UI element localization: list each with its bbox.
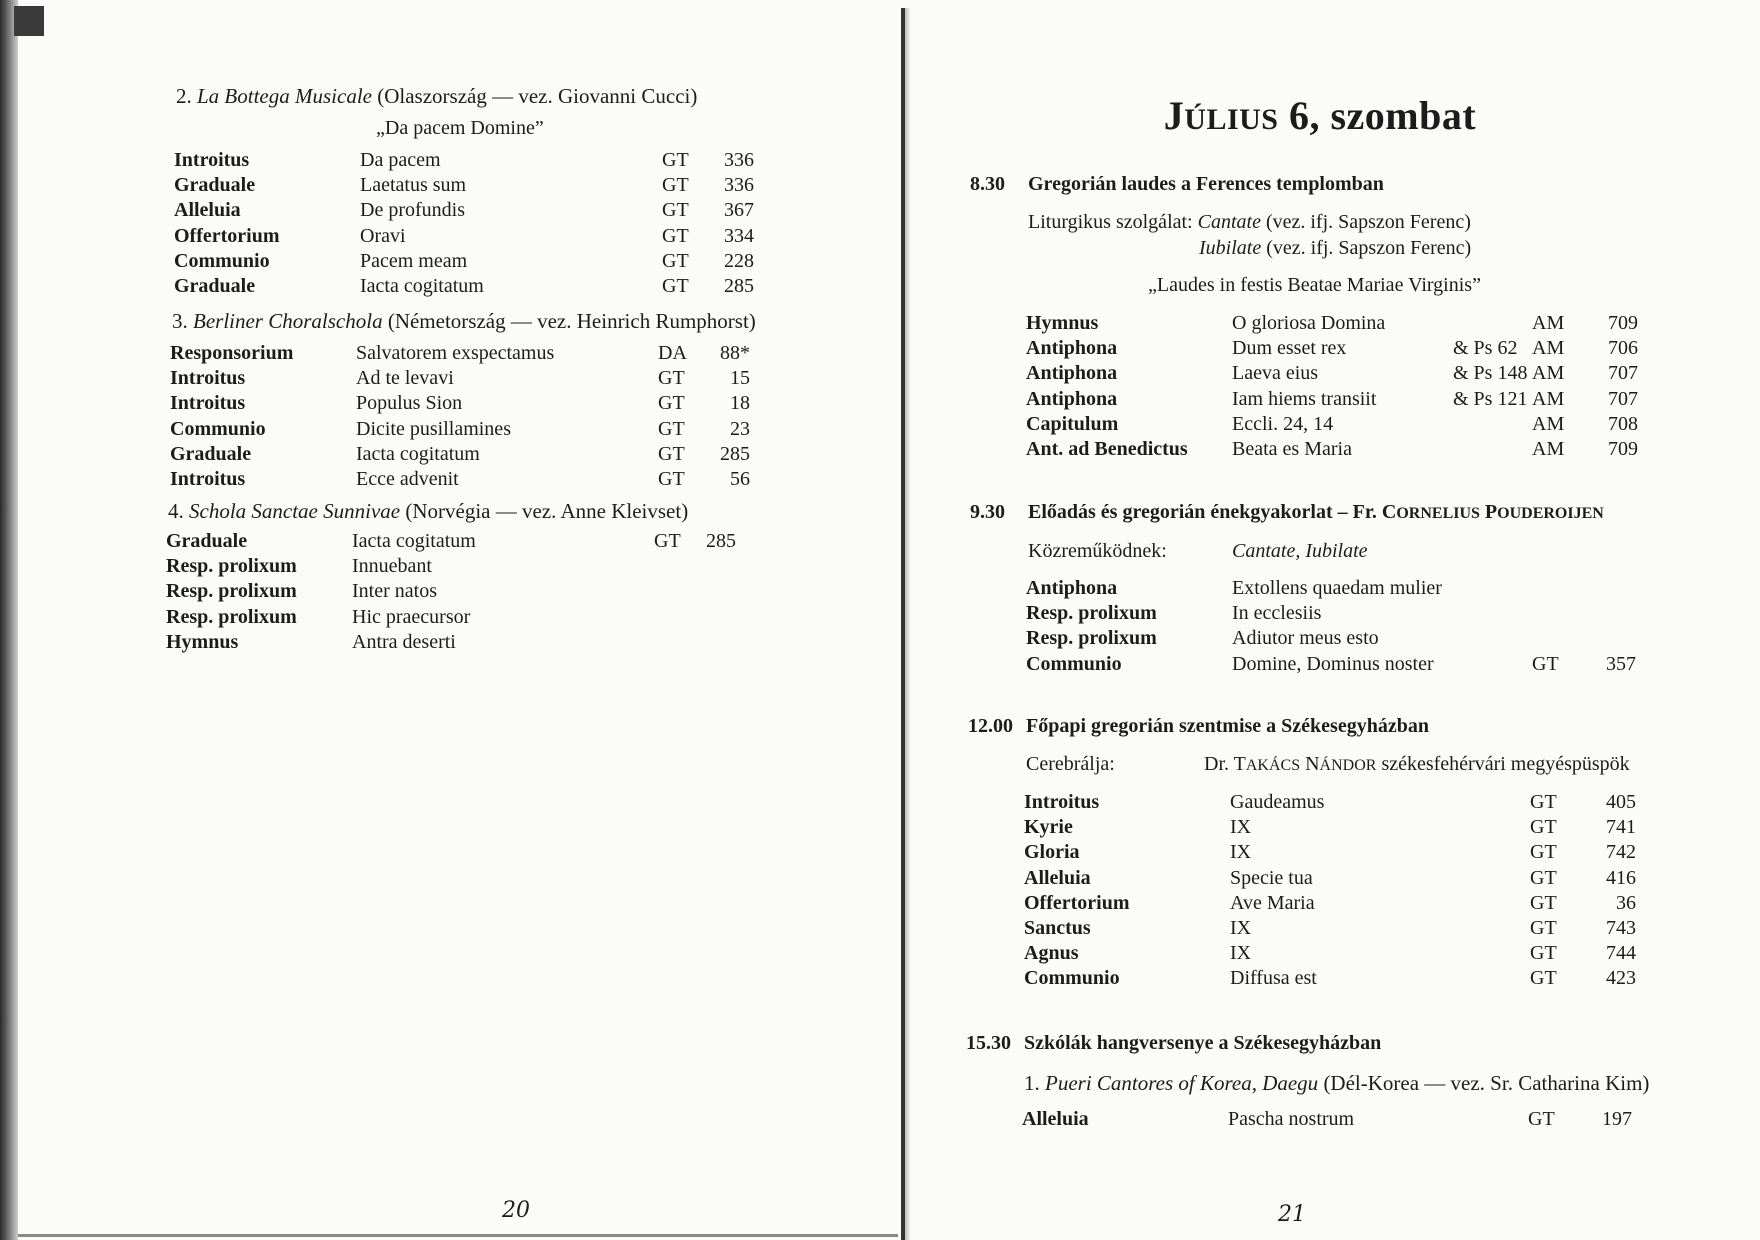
service-director: (vez. ifj. Sapszon Ferenc) bbox=[1260, 211, 1471, 233]
liturgical-part: Graduale bbox=[174, 174, 256, 197]
event-title: Szkólák hangversenye a Székesegyházban bbox=[1024, 1032, 1382, 1054]
performers-names: Cantate, Iubilate bbox=[1232, 540, 1368, 562]
source-book: GT bbox=[1530, 841, 1557, 864]
source-page: 357 bbox=[1606, 652, 1636, 675]
source-page: 36 bbox=[1616, 891, 1636, 914]
program-row bbox=[166, 555, 826, 580]
source-book: GT bbox=[1530, 791, 1557, 813]
liturgical-part: Introitus bbox=[170, 392, 246, 415]
liturgical-part: Hymnus bbox=[1026, 312, 1099, 334]
source-page: 285 bbox=[724, 274, 754, 297]
program-title: „Da pacem Domine” bbox=[376, 117, 544, 139]
program-row bbox=[1024, 816, 1664, 841]
program-row bbox=[1026, 413, 1666, 438]
event-title: Gregorián laudes a Ferences templomban bbox=[1028, 173, 1384, 195]
ensemble-name: Schola Sanctae Sunnivae bbox=[189, 499, 401, 523]
program-row bbox=[1026, 362, 1666, 387]
source-page: 416 bbox=[1606, 866, 1636, 889]
liturgical-part: Resp. prolixum bbox=[166, 555, 297, 578]
source-book: GT bbox=[662, 224, 689, 247]
program-row bbox=[1024, 892, 1664, 917]
program-row bbox=[1026, 312, 1666, 337]
source-book: AM bbox=[1532, 412, 1565, 435]
source-page: 334 bbox=[724, 224, 754, 247]
celebrant-surname: T bbox=[1233, 753, 1246, 775]
day-title-initial: J bbox=[1163, 93, 1185, 138]
chant-title: Iacta cogitatum bbox=[360, 274, 484, 297]
source-book: GT bbox=[662, 199, 689, 222]
source-book: GT bbox=[1530, 942, 1557, 965]
source-page: 741 bbox=[1606, 816, 1636, 839]
chant-title: Oravi bbox=[360, 224, 406, 247]
program-row bbox=[1026, 388, 1666, 413]
liturgical-part: Introitus bbox=[170, 467, 246, 490]
source-book: GT bbox=[662, 174, 689, 197]
psalm-ref: & Ps 62 bbox=[1453, 337, 1518, 360]
chant-title: Adiutor meus esto bbox=[1232, 627, 1379, 650]
service-director: (vez. ifj. Sapszon Ferenc) bbox=[1261, 237, 1472, 259]
source-book: AM bbox=[1532, 437, 1565, 460]
chant-title: Diffusa est bbox=[1230, 967, 1317, 990]
ensemble-name: La Bottega Musicale bbox=[197, 84, 372, 108]
chant-title: Specie tua bbox=[1230, 866, 1313, 889]
program-title: „Laudes in festis Beatae Mariae Virginis” bbox=[1148, 274, 1481, 296]
chant-title: Ecce advenit bbox=[356, 467, 459, 490]
liturgical-part: Communio bbox=[174, 249, 270, 272]
chant-title: Iacta cogitatum bbox=[356, 442, 480, 465]
chant-title: Inter natos bbox=[352, 580, 437, 603]
performers-label: Közreműködnek: bbox=[1028, 540, 1167, 562]
liturgical-part: Agnus bbox=[1024, 942, 1079, 965]
source-page: 336 bbox=[724, 149, 754, 171]
celebrant-role: székesfehérvári megyéspüspök bbox=[1376, 753, 1630, 775]
speaker-surname: P bbox=[1484, 501, 1498, 523]
program-row bbox=[1022, 1108, 1662, 1133]
liturgical-part: Antiphona bbox=[1026, 337, 1118, 360]
liturgical-part: Capitulum bbox=[1026, 412, 1119, 435]
liturgical-part: Introitus bbox=[170, 367, 246, 390]
chant-title: Populus Sion bbox=[356, 392, 463, 415]
chant-title: Beata es Maria bbox=[1232, 437, 1352, 460]
source-page: 18 bbox=[730, 392, 750, 415]
program-row bbox=[174, 199, 834, 224]
program-row bbox=[1026, 653, 1666, 678]
source-page: 707 bbox=[1608, 362, 1638, 385]
program-row bbox=[1024, 791, 1664, 816]
program-row bbox=[1026, 438, 1666, 463]
program-row bbox=[1024, 841, 1664, 866]
program-row bbox=[174, 250, 834, 275]
program-row bbox=[1026, 337, 1666, 362]
service-label: Liturgikus szolgálat: bbox=[1028, 211, 1193, 233]
liturgical-part: Alleluia bbox=[1022, 1108, 1089, 1130]
liturgical-part: Ant. ad Benedictus bbox=[1026, 437, 1188, 460]
event-title-text: Előadás és gregorián énekgyakorlat – Fr. bbox=[1028, 501, 1382, 523]
liturgical-part: Resp. prolixum bbox=[166, 605, 297, 628]
liturgical-part: Resp. prolixum bbox=[166, 580, 297, 603]
source-book: AM bbox=[1532, 337, 1565, 360]
program-row bbox=[1026, 602, 1666, 627]
chant-title: In ecclesiis bbox=[1232, 602, 1322, 625]
liturgical-part: Gloria bbox=[1024, 841, 1080, 864]
ensemble-heading bbox=[1024, 1071, 1649, 1096]
ensemble-heading bbox=[168, 499, 688, 524]
day-title-caps: ÚLIUS bbox=[1184, 103, 1279, 136]
liturgical-part: Introitus bbox=[174, 149, 250, 171]
source-page: 744 bbox=[1606, 942, 1636, 965]
page-number: 20 bbox=[502, 1198, 530, 1223]
spine-shadow bbox=[905, 8, 911, 1240]
chant-title: De profundis bbox=[360, 199, 465, 222]
liturgical-part: Resp. prolixum bbox=[1026, 602, 1157, 625]
liturgical-part: Communio bbox=[1024, 967, 1120, 990]
liturgical-part: Hymnus bbox=[166, 630, 239, 653]
program-list bbox=[170, 342, 830, 493]
ensemble-country: (Olaszország — vez. Giovanni Cucci) bbox=[377, 84, 698, 108]
chant-title: Dicite pusillamines bbox=[356, 417, 511, 440]
source-page: 709 bbox=[1608, 437, 1638, 460]
chant-title: Gaudeamus bbox=[1230, 791, 1325, 813]
chant-title: Iacta cogitatum bbox=[352, 530, 476, 552]
program-row bbox=[170, 392, 830, 417]
source-page: 23 bbox=[730, 417, 750, 440]
source-book: GT bbox=[1530, 866, 1557, 889]
source-book: GT bbox=[1532, 652, 1559, 675]
chant-title: O gloriosa Domina bbox=[1232, 312, 1386, 334]
chant-title: IX bbox=[1230, 942, 1252, 965]
service-choir: Iubilate bbox=[1199, 237, 1262, 259]
speaker-name: C bbox=[1381, 501, 1397, 523]
source-page: 285 bbox=[720, 442, 750, 465]
liturgical-part: Resp. prolixum bbox=[1026, 627, 1157, 650]
program-list bbox=[1026, 577, 1666, 678]
liturgical-part: Offertorium bbox=[1024, 891, 1130, 914]
celebrant-given-name: ÁNDOR bbox=[1319, 757, 1377, 774]
event-time: 12.00 bbox=[968, 715, 1013, 737]
chant-title: IX bbox=[1230, 841, 1252, 864]
liturgical-part: Alleluia bbox=[174, 199, 241, 222]
right-page bbox=[960, 0, 1680, 1240]
source-book: GT bbox=[662, 149, 689, 171]
chant-title: Ad te levavi bbox=[356, 367, 454, 390]
source-page: 706 bbox=[1608, 337, 1638, 360]
liturgical-part: Graduale bbox=[166, 530, 248, 552]
event-time: 15.30 bbox=[966, 1032, 1011, 1054]
celebrant-title: Dr. bbox=[1204, 753, 1234, 775]
ensemble-number: 3. bbox=[172, 309, 188, 333]
page-number: 21 bbox=[1278, 1202, 1306, 1227]
source-book: GT bbox=[654, 530, 681, 552]
chant-title: Innuebant bbox=[352, 555, 432, 578]
chant-title: Laetatus sum bbox=[360, 174, 467, 197]
program-row bbox=[170, 367, 830, 392]
liturgical-part: Antiphona bbox=[1026, 387, 1118, 410]
chant-title: Extollens quaedam mulier bbox=[1232, 577, 1442, 599]
program-list bbox=[1022, 1108, 1662, 1133]
liturgical-part: Sanctus bbox=[1024, 916, 1091, 939]
left-page bbox=[160, 0, 860, 1240]
source-book: GT bbox=[662, 274, 689, 297]
ensemble-name: Pueri Cantores of Korea, Daegu bbox=[1045, 1071, 1319, 1095]
service-line bbox=[1028, 211, 1471, 234]
program-row bbox=[1024, 942, 1664, 967]
chant-title: Hic praecursor bbox=[352, 605, 471, 628]
chant-title: Pacem meam bbox=[360, 249, 468, 272]
source-book: GT bbox=[1530, 816, 1557, 839]
liturgical-part: Graduale bbox=[174, 274, 256, 297]
ensemble-country: (Norvégia — vez. Anne Kleivset) bbox=[405, 499, 689, 523]
ensemble-country: (Németország — vez. Heinrich Rumphorst) bbox=[387, 309, 756, 333]
ensemble-number: 4. bbox=[168, 499, 184, 523]
source-page: 88* bbox=[720, 342, 750, 364]
psalm-ref: & Ps 148 bbox=[1453, 362, 1528, 385]
program-row bbox=[170, 468, 830, 493]
liturgical-part: Graduale bbox=[170, 442, 252, 465]
celebrant-given-name: N bbox=[1305, 753, 1320, 775]
chant-title: Salvatorem exspectamus bbox=[356, 342, 555, 364]
ensemble-number: 2. bbox=[176, 84, 192, 108]
program-list bbox=[1024, 791, 1664, 993]
source-page: 285 bbox=[706, 530, 736, 552]
source-page: 742 bbox=[1606, 841, 1636, 864]
source-page: 197 bbox=[1602, 1108, 1632, 1130]
liturgical-part: Introitus bbox=[1024, 791, 1100, 813]
chant-title: Antra deserti bbox=[352, 630, 456, 653]
chant-title: Iam hiems transiit bbox=[1232, 387, 1377, 410]
program-row bbox=[1026, 627, 1666, 652]
source-page: 709 bbox=[1608, 312, 1638, 334]
source-book: GT bbox=[1530, 967, 1557, 990]
scan-corner-mark bbox=[14, 6, 44, 36]
liturgical-part: Communio bbox=[170, 417, 266, 440]
program-row bbox=[166, 631, 826, 656]
program-row bbox=[174, 275, 834, 300]
event-time: 8.30 bbox=[970, 173, 1005, 195]
program-row bbox=[166, 606, 826, 631]
source-book: AM bbox=[1532, 312, 1565, 334]
program-row bbox=[166, 530, 826, 555]
program-row bbox=[170, 418, 830, 443]
ensemble-heading bbox=[176, 84, 697, 109]
chant-title: Eccli. 24, 14 bbox=[1232, 412, 1334, 435]
chant-title: Ave Maria bbox=[1230, 891, 1315, 914]
chant-title: IX bbox=[1230, 816, 1252, 839]
source-page: 367 bbox=[724, 199, 754, 222]
source-book: GT bbox=[658, 367, 685, 390]
program-row bbox=[1024, 967, 1664, 992]
event-time: 9.30 bbox=[970, 501, 1005, 523]
source-book: GT bbox=[1528, 1108, 1555, 1130]
speaker-surname: OUDEROIJEN bbox=[1497, 505, 1604, 522]
source-book: AM bbox=[1532, 387, 1565, 410]
event-title bbox=[1028, 501, 1604, 524]
program-row bbox=[166, 580, 826, 605]
ensemble-number: 1. bbox=[1024, 1071, 1040, 1095]
chant-title: Domine, Dominus noster bbox=[1232, 652, 1434, 675]
source-page: 228 bbox=[724, 249, 754, 272]
celebrant bbox=[1204, 753, 1630, 776]
source-book: GT bbox=[1530, 891, 1557, 914]
source-book: GT bbox=[658, 392, 685, 415]
chant-title: Pascha nostrum bbox=[1228, 1108, 1355, 1130]
day-title-rest: 6, szombat bbox=[1278, 93, 1477, 138]
event-title: Főpapi gregorián szentmise a Székesegyházban bbox=[1026, 715, 1429, 737]
source-page: 336 bbox=[724, 174, 754, 197]
chant-title: Dum esset rex bbox=[1232, 337, 1347, 360]
liturgical-part: Alleluia bbox=[1024, 866, 1091, 889]
psalm-ref: & Ps 121 bbox=[1453, 387, 1528, 410]
source-page: 405 bbox=[1606, 791, 1636, 813]
day-title bbox=[960, 92, 1680, 139]
program-list bbox=[166, 530, 826, 656]
program-list bbox=[1026, 312, 1666, 463]
source-page: 708 bbox=[1608, 412, 1638, 435]
service-line bbox=[1199, 237, 1471, 260]
ensemble-country: (Dél-Korea — vez. Sr. Catharina Kim) bbox=[1323, 1071, 1650, 1095]
program-list bbox=[174, 149, 834, 300]
liturgical-part: Antiphona bbox=[1026, 362, 1118, 385]
program-row bbox=[1024, 917, 1664, 942]
chant-title: Da pacem bbox=[360, 149, 441, 171]
program-row bbox=[174, 225, 834, 250]
source-page: 56 bbox=[730, 467, 750, 490]
source-book: GT bbox=[658, 442, 685, 465]
liturgical-part: Responsorium bbox=[170, 342, 294, 364]
chant-title: IX bbox=[1230, 916, 1252, 939]
liturgical-part: Kyrie bbox=[1024, 816, 1073, 839]
source-book: GT bbox=[662, 249, 689, 272]
program-row bbox=[174, 174, 834, 199]
program-row bbox=[170, 342, 830, 367]
source-page: 707 bbox=[1608, 387, 1638, 410]
liturgical-part: Offertorium bbox=[174, 224, 280, 247]
ensemble-name: Berliner Choralschola bbox=[193, 309, 383, 333]
source-book: GT bbox=[658, 467, 685, 490]
program-row bbox=[170, 443, 830, 468]
source-book: GT bbox=[658, 417, 685, 440]
scan-left-edge bbox=[0, 0, 18, 1240]
speaker-name: ORNELIUS bbox=[1396, 505, 1480, 522]
chant-title: Laeva eius bbox=[1232, 362, 1319, 385]
program-row bbox=[174, 149, 834, 174]
program-row bbox=[1024, 867, 1664, 892]
source-page: 15 bbox=[730, 367, 750, 390]
source-book: GT bbox=[1530, 916, 1557, 939]
celebrant-surname: AKÁCS bbox=[1245, 757, 1301, 774]
celebrant-label: Cerebrálja: bbox=[1026, 753, 1115, 775]
performers bbox=[1232, 540, 1368, 563]
source-page: 743 bbox=[1606, 916, 1636, 939]
liturgical-part: Communio bbox=[1026, 652, 1122, 675]
program-row bbox=[1026, 577, 1666, 602]
ensemble-heading bbox=[172, 309, 756, 334]
source-book: DA bbox=[658, 342, 687, 364]
source-page: 423 bbox=[1606, 967, 1636, 990]
liturgical-part: Antiphona bbox=[1026, 577, 1118, 599]
source-book: AM bbox=[1532, 362, 1565, 385]
service-choir: Cantate bbox=[1197, 211, 1261, 233]
